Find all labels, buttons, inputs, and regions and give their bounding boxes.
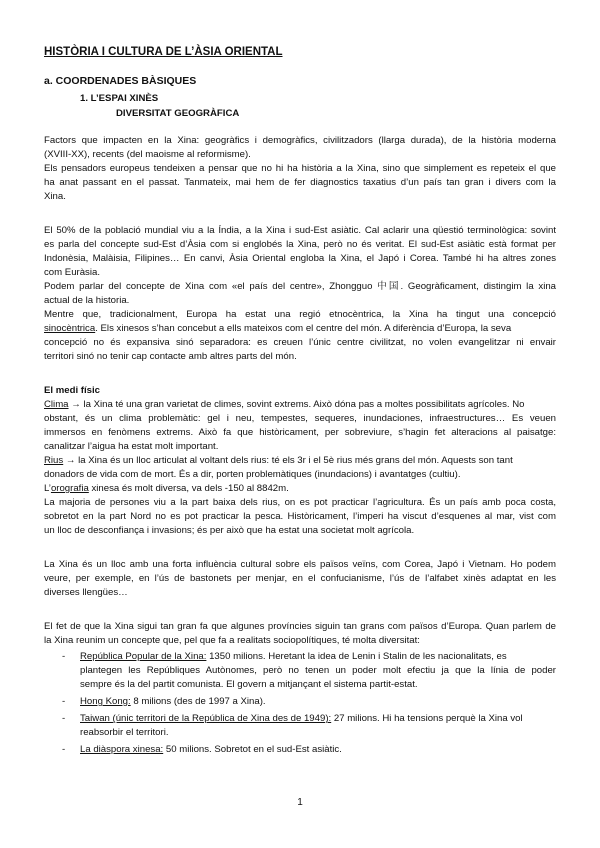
rius-label: Rius <box>44 455 64 466</box>
list-bullet: - <box>62 651 66 662</box>
paragraph-line: la Xina reunim un concepte que, pel que fa a realitats sociopolítiques, té molta diversitat: <box>44 635 420 646</box>
paragraph-line: donadors de vida com de mort. És a dir, porten problemàtiques (inundacions) i avantatges (cultiu). <box>44 469 461 480</box>
paragraph-line: com Euràsia. <box>44 267 100 278</box>
clima-label: Clima <box>44 399 69 410</box>
list-item-label: República Popular de la Xina: <box>80 651 207 662</box>
paragraph-line: sobretot en la part Nord no es pot practicar la pesca. Històricament, l’imperi ha viscut d’esquenes al mar, vist com <box>44 511 556 522</box>
paragraph-line <box>44 398 556 412</box>
list-item-text: 50 milions. Sobretot en el sud-Est asiàtic. <box>163 744 342 755</box>
paragraph-text: L’ <box>44 483 51 494</box>
paragraph-line: concepció no és expansiva sinó separadora: es creuen l’únic centre civilitzat, no volen evangelitzar ni envair <box>44 337 556 348</box>
paragraph-line: obstant, és un clima problemàtic: gel i neu, tempestes, sequeres, inundaciones, infraestructures… Es veuen <box>44 413 556 424</box>
paragraph-line: Xina. <box>44 191 66 202</box>
list-item-text: 8 milions (des de 1997 a Xina). <box>130 696 266 707</box>
paragraph-line: El fet de que la Xina sigui tan gran fa que algunes províncies siguin tan grans com països d’Europa. Quan parlem de <box>44 621 556 632</box>
paragraph-text: xinesa és molt diversa, va dels -150 al 8842m. <box>88 483 289 494</box>
paragraph-line <box>44 454 556 468</box>
orografia-label: orografia <box>50 483 89 494</box>
paragraph-line: Els pensadors europeus tendeixen a pensar que no hi ha història a la Xina, sino que simplement es repeteix el que <box>44 163 556 174</box>
underlined-term: sinocèntrica <box>44 323 96 334</box>
list-bullet: - <box>62 713 66 724</box>
list-item <box>80 743 556 757</box>
list-item-label: La diàspora xinesa: <box>80 744 164 755</box>
paragraph-line: Factors que impacten en la Xina: geogràfics i demogràfics, civilitzadors (llarga durada), de la història moderna <box>44 135 556 146</box>
list-item-label: Taiwan (únic territori de la República de Xina des de 1949): <box>80 713 332 724</box>
list-item-text: 27 milions. Hi ha tensions perquè la Xina vol <box>331 713 523 724</box>
list-item-line: reabsorbir el territori. <box>80 727 169 738</box>
paragraph-text: . Els xinesos s’han concebut a ells mateixos com el centre del món. A diferència d’Europa, la seva <box>95 323 512 334</box>
medi-fisic-heading: El medi físic <box>44 385 100 396</box>
list-item-text: 1350 milions. Heretant la idea de Lenin i Stalin de les nacionalitats, es <box>206 651 507 662</box>
paragraph-line: El 50% de la població mundial viu a la Índia, a la Xina i sud-Est asiàtic. Cal aclarir una qüestió terminològica: sovint <box>44 225 556 236</box>
subsection-heading: 1. L’ESPAI XINÈS <box>80 93 159 104</box>
list-item <box>80 695 556 709</box>
subsubsection-heading: DIVERSITAT GEOGRÀFICA <box>116 108 240 119</box>
list-item-line: plantegen les Repúbliques Autònomes, però no tenen un poder molt efectiu ja que la línia de poder <box>80 665 556 676</box>
paragraph-line <box>44 322 556 336</box>
document-title: HISTÒRIA I CULTURA DE L’ÀSIA ORIENTAL <box>44 46 283 58</box>
paragraph-line: Indonèsia, Malàisia, Filipines… En canvi, Àsia Oriental engloba la Xina, el Japó i Corea. També hi ha altres zones <box>44 253 556 264</box>
paragraph-line: La Xina és un lloc amb una forta influència cultural sobre els països veïns, com Corea, Japó i Vietnam. Ho podem <box>44 559 556 570</box>
list-bullet: - <box>62 744 66 755</box>
paragraph-line: (XVIII-XX), recents (del maoisme al reformisme). <box>44 149 251 160</box>
section-heading: a. COORDENADES BÀSIQUES <box>44 75 197 87</box>
paragraph-line: veure, per exemple, en l’ús de bastonets per menjar, en el confucianisme, l’ús de l’alfabet xinès adaptat en les <box>44 573 556 584</box>
list-item <box>80 650 556 664</box>
list-item-line: sempre és la del partit comunista. El govern a mitjançant el sistema partit-estat. <box>80 679 418 690</box>
paragraph-text: → la Xina té una gran varietat de climes, sovint extrems. Això dóna pas a moltes possibilitats agrícoles. No <box>68 399 525 410</box>
paragraph-line: ha anat passant en el passat. Tanmateix, mai hem de fer diagnostics taxatius d’un país tan gran i divers com la <box>44 177 556 188</box>
list-item <box>80 712 556 726</box>
paragraph-line: es parla del concepte sud-Est d’Àsia com si englobés la Xina, però no és veritat. El sud-Est asiàtic està format per <box>44 239 556 250</box>
page-number: 1 <box>297 797 303 808</box>
paragraph-line: immersos en fenòmens extrems. Això fa que històricament, per sobreviure, s’hagin fet alteracions al paisatge: <box>44 427 556 438</box>
paragraph-line: actual de la historia. <box>44 295 130 306</box>
paragraph-line: diverses llengües… <box>44 587 128 598</box>
paragraph-line: La majoria de persones viu a la part baixa dels rius, on es pot practicar l’agricultura. És un país amb poca costa, <box>44 497 556 508</box>
paragraph-line: canalitzar l’aigua ha estat molt important. <box>44 441 219 452</box>
paragraph-line: Podem parlar del concepte de Xina com «el país del centre», Zhongguo 中国. Geogràficament, distingim la xina <box>44 281 556 292</box>
list-bullet: - <box>62 696 66 707</box>
paragraph-line: Mentre que, tradicionalment, Europa ha estat una regió etnocèntrica, la Xina ha tingut una concepció <box>44 309 556 320</box>
list-item-label: Hong Kong: <box>80 696 131 707</box>
paragraph-line: territori sinó no tenir cap contacte amb altres parts del món. <box>44 351 297 362</box>
paragraph-line <box>44 482 556 496</box>
paragraph-line: un lloc de desconfiança i invasions; és per això que ha estat una societat molt agrícola. <box>44 525 415 536</box>
paragraph-text: → la Xina és un lloc articulat al voltant dels rius: té els 3r i el 5è rius més grans del món. Aquests son tant <box>63 455 513 466</box>
